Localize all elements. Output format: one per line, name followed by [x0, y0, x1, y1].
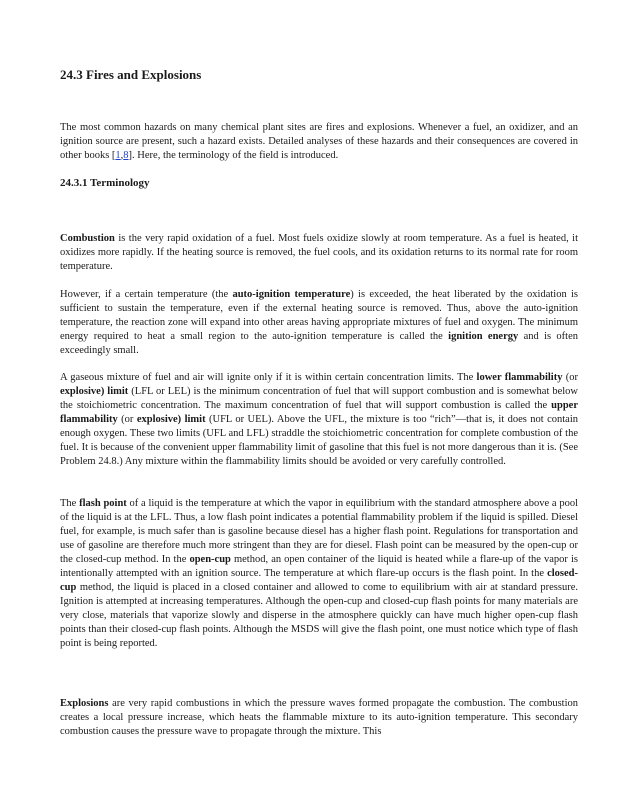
combustion-text: is the very rapid oxidation of a fuel. Most fuels oxidize slowly at room temperature. As a fuel is heated, it oxidizes more rapidly. If the heating source is removed, the fuel cools, and its oxidation returns to its normal rate for room temperature. — [60, 233, 578, 272]
text-span: (LFL or LEL) is the minimum concentration of fuel that will support combustion and is somewhat below the stoichiometric concentration. The maximum concentration of fuel that will support combustion is called the — [60, 386, 578, 411]
term-ignition-energy: ignition energy — [448, 331, 519, 342]
text-span: of a liquid is the temperature at which the vapor in equilibrium with the standard atmosphere above a pool of the liquid is at the LFL. Thus, a low flash point indicates a potential flammability problem if the liquid is spilled. Diesel fuel, for example, is much safer than is gasoline because diesel has a higher flash point. Regulations for transportation and use of gasoline are therefore much more stringent than they are for diesel. Flash point can be measured by the open-cup or the closed-cup method. In the — [60, 498, 579, 565]
ref-separator: , — [120, 150, 124, 161]
intro-text: The most common hazards on many chemical plant sites are fires and explosions. Whenever a fuel, an oxidizer, and an ignition source are present, such a hazard exists. Detailed analyses of these hazards and their consequences are covered in other books [ — [60, 122, 578, 161]
term-flash-point: flash point — [79, 498, 127, 509]
text-span: ) is exceeded, the heat liberated by the oxidation is sufficient to sustain the temperature, even if the external heating source is removed. Thus, above the auto-ignition temperature, the reaction zone will expand into other areas having appropriate mixtures of fuel and oxygen. The minimum energy required to heat a small region to the auto-ignition temperature is called the — [60, 289, 578, 342]
explosions-paragraph — [60, 697, 578, 739]
combustion-paragraph — [60, 232, 578, 274]
term-closed-cup: closed-cup — [60, 568, 578, 593]
term-combustion: Combustion — [60, 233, 115, 244]
intro-paragraph — [60, 121, 578, 163]
subsection-title: 24.3.1 Terminology — [60, 177, 150, 189]
text-span: The — [60, 498, 80, 509]
reference-link-1[interactable]: 1 — [115, 150, 121, 161]
intro-text-end: ]. Here, the terminology of the field is introduced. — [128, 150, 339, 161]
text-span: method, an open container of the liquid is heated while a flare-up of the vapor is intentionally attempted with an ignition source. The temperature at which flare-up occurs is the flash point. In the — [60, 554, 578, 579]
reference-link-8[interactable]: 8 — [123, 150, 129, 161]
text-span: A gaseous mixture of fuel and air will ignite only if it is within certain concentration limits. The — [60, 372, 477, 383]
term-explosive-limit-lower: explosive) limit — [60, 386, 129, 397]
text-span: and is often exceedingly small. — [60, 331, 578, 356]
section-title: 24.3 Fires and Explosions — [60, 67, 202, 82]
text-span: (UFL or UEL). Above the UFL, the mixture is too “rich”—that is, it does not contain enough oxygen. These two limits (UFL and LFL) straddle the stoichiometric concentration for complete combustion of the fuel. It is because of the convenient upper flammability limit of gasoline that this fuel is not more dangerous than it is. (See Problem 24.8.) Any mixture within the flammability limits should be avoided or very carefully controlled. — [60, 414, 578, 467]
term-open-cup: open-cup — [189, 554, 231, 565]
term-explosions: Explosions — [60, 698, 109, 709]
term-upper-flammability: upper flammability — [60, 400, 578, 425]
auto-ignition-paragraph — [60, 288, 578, 358]
explosions-text: are very rapid combustions in which the pressure waves formed propagate the combustion. The combustion creates a local pressure increase, which heats the flammable mixture to its auto-ignition temperature. This secondary combustion causes the pressure wave to propagate through the mixture. This — [60, 698, 578, 737]
text-span: method, the liquid is placed in a closed container and allowed to come to equilibrium with air at standard pressure. Ignition is attempted at increasing temperatures. Although the open-cup and closed-cup flash points for many materials are very close, materials that vaporize slowly and disperse in the atmosphere quickly can have much higher open-cup flash points than their closed-cup flash points. Although the MSDS will give the flash point, one must notice which type of flash point is being reported. — [60, 582, 578, 649]
term-auto-ignition-temperature: auto-ignition temperature — [232, 289, 351, 300]
text-span: (or — [117, 414, 137, 425]
flammability-limits-paragraph — [60, 371, 578, 469]
term-explosive-limit-upper: explosive) limit — [136, 414, 206, 425]
flash-point-paragraph — [60, 497, 578, 651]
text-span: (or — [562, 372, 578, 383]
text-span: However, if a certain temperature (the — [60, 289, 233, 300]
term-lower-flammability: lower flammability — [476, 372, 563, 383]
